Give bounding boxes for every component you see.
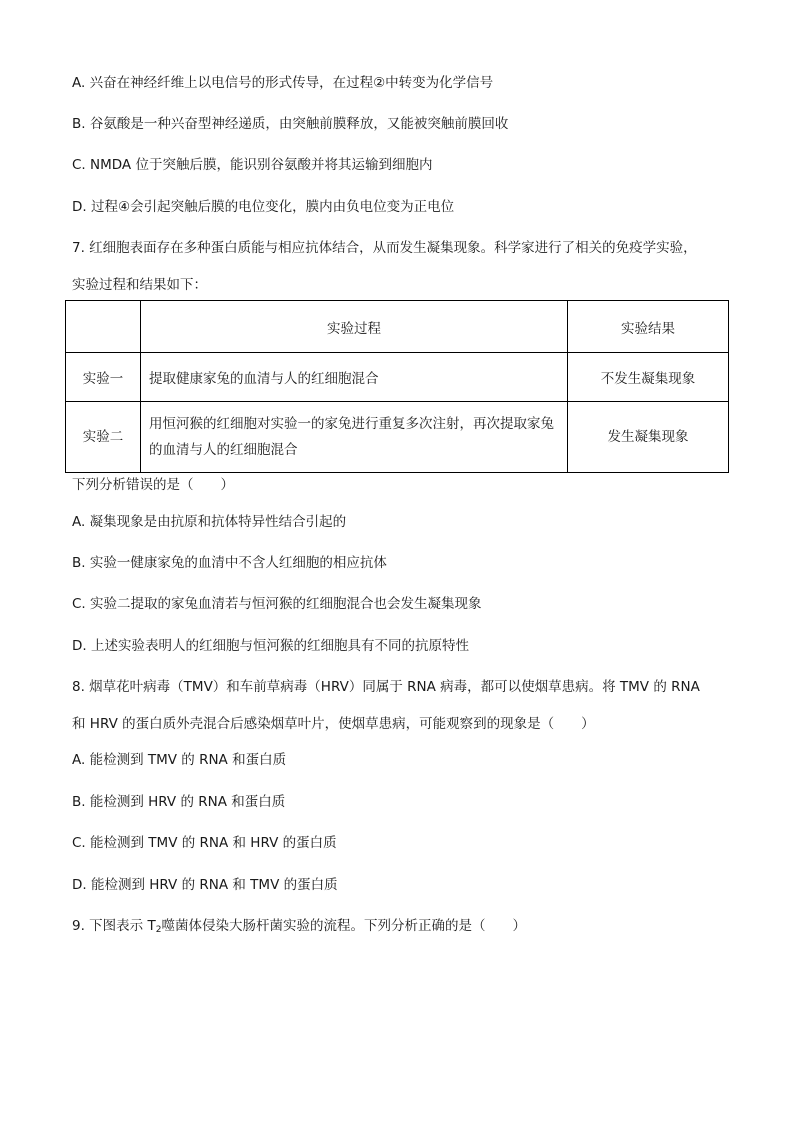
q7-option-b: B. 实验一健康家兔的血清中不含人红细胞的相应抗体 — [72, 555, 387, 571]
q9-stem — [72, 916, 734, 940]
q7-option-d: D. 上述实验表明人的红细胞与恒河猴的红细胞具有不同的抗原特性 — [72, 638, 469, 654]
q6-option-c: C. NMDA 位于突触后膜，能识别谷氨酸并将其运输到细胞内 — [72, 157, 433, 173]
q8-stem-line2: 和 HRV 的蛋白质外壳混合后感染烟草叶片，使烟草患病，可能观察到的现象是（ ） — [72, 716, 595, 732]
table-cell: 不发生凝集现象 — [568, 353, 729, 402]
table-header-cell: 实验过程 — [141, 301, 568, 353]
table-row — [66, 402, 729, 473]
q6-option-d: D. 过程④会引起突触后膜的电位变化，膜内由负电位变为正电位 — [72, 199, 455, 215]
q6-option-b: B. 谷氨酸是一种兴奋型神经递质，由突触前膜释放，又能被突触前膜回收 — [72, 116, 509, 132]
table-cell: 提取健康家兔的血清与人的红细胞混合 — [141, 353, 568, 402]
table-cell: 实验一 — [66, 353, 141, 402]
q7-stem-line2: 实验过程和结果如下： — [72, 277, 207, 293]
q7-stem-line1: 7. 红细胞表面存在多种蛋白质能与相应抗体结合，从而发生凝集现象。科学家进行了相关的免疫学实验， — [72, 240, 697, 256]
table-header-cell — [66, 301, 141, 353]
q8-option-a: A. 能检测到 TMV 的 RNA 和蛋白质 — [72, 752, 287, 768]
q9-stem-part2: 噬菌体侵染大肠杆菌实验的流程。下列分析正确的是（ ） — [161, 918, 526, 934]
table-header-cell: 实验结果 — [568, 301, 729, 353]
experiment-table — [65, 300, 729, 473]
table-header-row — [66, 301, 729, 353]
q7-option-a: A. 凝集现象是由抗原和抗体特异性结合引起的 — [72, 514, 347, 530]
table-cell: 发生凝集现象 — [568, 402, 729, 473]
table-cell: 用恒河猴的红细胞对实验一的家兔进行重复多次注射，再次提取家兔的血清与人的红细胞混合 — [141, 402, 568, 473]
q9-stem-part1: 9. 下图表示 T — [72, 918, 156, 934]
q7-option-c: C. 实验二提取的家兔血清若与恒河猴的红细胞混合也会发生凝集现象 — [72, 596, 482, 612]
q6-option-a: A. 兴奋在神经纤维上以电信号的形式传导，在过程②中转变为化学信号 — [72, 75, 494, 91]
table-row — [66, 353, 729, 402]
q8-option-c: C. 能检测到 TMV 的 RNA 和 HRV 的蛋白质 — [72, 835, 337, 851]
q8-option-b: B. 能检测到 HRV 的 RNA 和蛋白质 — [72, 794, 286, 810]
q7-prompt: 下列分析错误的是（ ） — [72, 477, 234, 493]
q8-option-d: D. 能检测到 HRV 的 RNA 和 TMV 的蛋白质 — [72, 877, 338, 893]
q8-stem-line1: 8. 烟草花叶病毒（TMV）和车前草病毒（HRV）同属于 RNA 病毒，都可以使烟草患病。将 TMV 的 RNA — [72, 679, 700, 695]
q9-subscript: 2 — [155, 925, 162, 935]
table-cell: 实验二 — [66, 402, 141, 473]
